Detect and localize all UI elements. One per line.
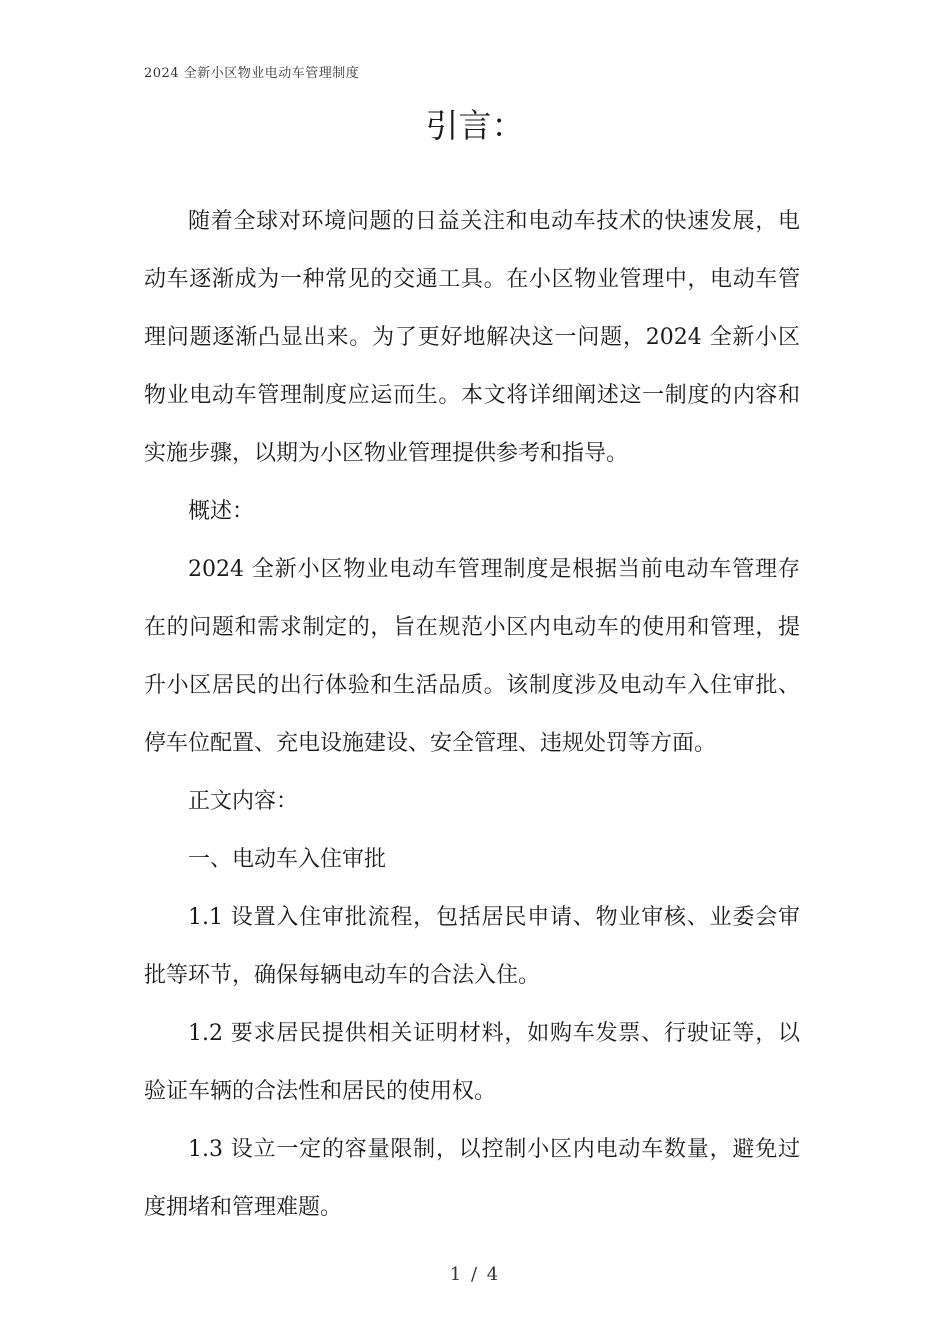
intro-paragraph: 随着全球对环境问题的日益关注和电动车技术的快速发展，电动车逐渐成为一种常见的交通工具。在小区物业管理中，电动车管理问题逐渐凸显出来。为了更好地解决这一问题，2024 全新小区物业电动车管理制度应运而生。本文将详细阐述这一制度的内容和实施步骤，以期为小区物业管理提供参考和指导。: [144, 209, 800, 466]
section-heading-1: 一、电动车入住审批: [188, 847, 387, 872]
clause-1-2: 1.2 要求居民提供相关证明材料，如购车发票、行驶证等，以验证车辆的合法性和居民的使用权。: [144, 1021, 800, 1104]
clause-1-3: 1.3 设立一定的容量限制，以控制小区内电动车数量，避免过度拥堵和管理难题。: [144, 1137, 800, 1220]
document-body: [144, 193, 800, 1237]
main-content-heading: 正文内容：: [188, 789, 299, 814]
page-number: 1 / 4: [449, 1264, 501, 1285]
running-header: 2024 全新小区物业电动车管理制度: [144, 66, 360, 81]
overview-heading: 概述：: [188, 499, 255, 524]
clause-1-1: 1.1 设置入住审批流程，包括居民申请、物业审核、业委会审批等环节，确保每辆电动车的合法入住。: [144, 905, 800, 988]
overview-paragraph: 2024 全新小区物业电动车管理制度是根据当前电动车管理存在的问题和需求制定的，旨在规范小区内电动车的使用和管理，提升小区居民的出行体验和生活品质。该制度涉及电动车入住审批、停车位配置、充电设施建设、安全管理、违规处罚等方面。: [144, 557, 800, 756]
document-title: 引言：: [425, 106, 525, 145]
